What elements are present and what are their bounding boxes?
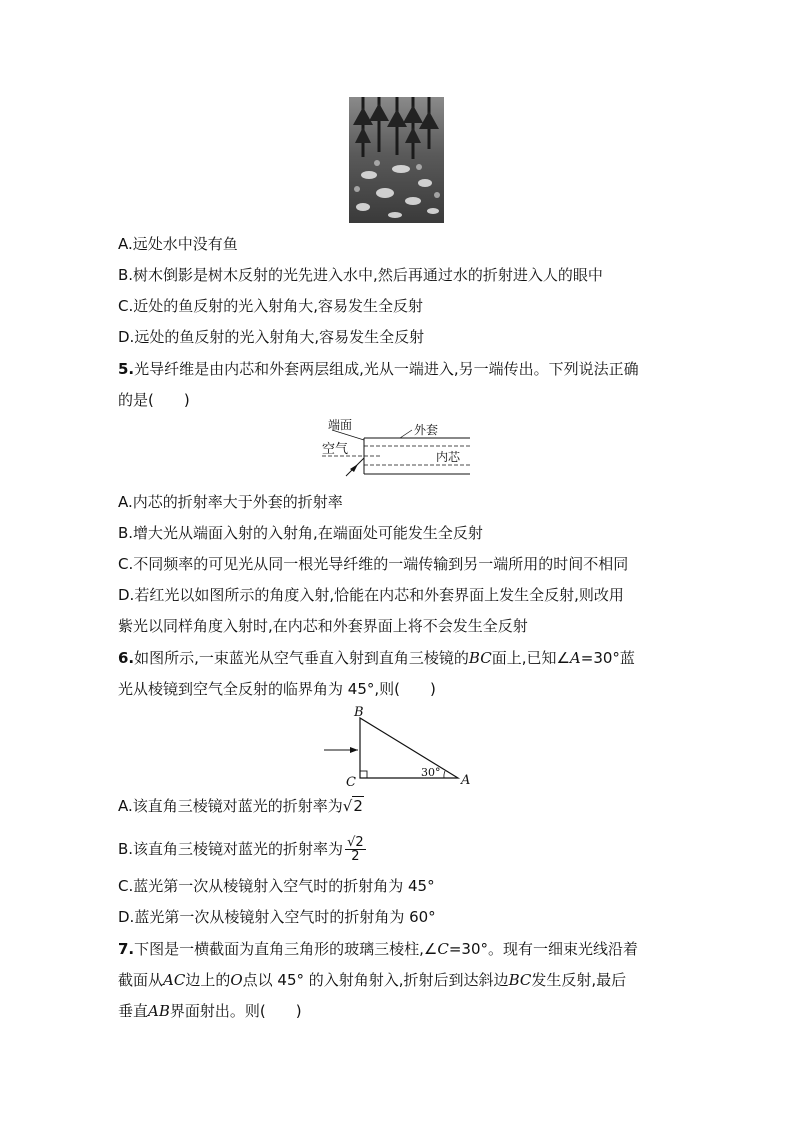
- q5-option-d-line1: D.若红光以如图所示的角度入射,恰能在内芯和外套界面上发生全反射,则改用: [118, 586, 624, 604]
- q5-option-c: C.不同频率的可见光从同一根光导纤维的一端传输到另一端所用的时间不相同: [118, 555, 629, 573]
- angle-30-label: 30°: [421, 766, 441, 779]
- q6-option-a: A.该直角三棱镜对蓝光的折射率为√2: [118, 797, 363, 815]
- q5-option-a: A.内芯的折射率大于外套的折射率: [118, 493, 343, 511]
- optical-fiber-diagram: [320, 416, 475, 484]
- q6-stem-line2: 光从棱镜到空气全反射的临界角为 45°,则( ): [118, 680, 436, 698]
- label-end-face: 端面: [328, 418, 353, 432]
- q4-option-a: A.远处水中没有鱼: [118, 235, 238, 253]
- q6-option-c: C.蓝光第一次从棱镜射入空气时的折射角为 45°: [118, 877, 435, 895]
- q7-stem-line2: 截面从AC边上的O点以 45° 的入射角射入,折射后到达斜边BC发生反射,最后: [118, 971, 627, 989]
- q5-option-b: B.增大光从端面入射的入射角,在端面处可能发生全反射: [118, 524, 483, 542]
- label-inner-core: 内芯: [436, 450, 461, 464]
- q6-stem-line1: 6.如图所示,一束蓝光从空气垂直入射到直角三棱镜的BC面上,已知∠A=30°蓝: [118, 649, 635, 667]
- q4-option-c: C.近处的鱼反射的光入射角大,容易发生全反射: [118, 297, 424, 315]
- right-triangle-prism-diagram: [318, 704, 478, 788]
- q4-option-b: B.树木倒影是树木反射的光先进入水中,然后再通过水的折射进入人的眼中: [118, 266, 603, 284]
- q7-stem-line1: 7.下图是一横截面为直角三角形的玻璃三棱柱,∠C=30°。现有一细束光线沿着: [118, 940, 639, 958]
- q6-number: 6.: [118, 649, 135, 667]
- q7-stem-line3: 垂直AB界面射出。则( ): [118, 1002, 302, 1020]
- label-outer-sleeve: 外套: [414, 423, 439, 437]
- vertex-c-label: C: [346, 775, 356, 788]
- q6-option-d: D.蓝光第一次从棱镜射入空气时的折射角为 60°: [118, 908, 436, 926]
- forest-reflection-photo: [349, 97, 444, 223]
- q5-stem-line2: 的是( ): [118, 391, 190, 409]
- q7-number: 7.: [118, 940, 135, 958]
- sqrt-expression: √2: [342, 797, 363, 815]
- q4-option-d: D.远处的鱼反射的光入射角大,容易发生全反射: [118, 328, 425, 346]
- q5-number: 5.: [118, 360, 135, 378]
- q5-stem-line1: 5.光导纤维是由内芯和外套两层组成,光从一端进入,另一端传出。下列说法正确: [118, 360, 639, 378]
- q5-option-d-line2: 紫光以同样角度入射时,在内芯和外套界面上将不会发生全反射: [118, 617, 528, 635]
- vertex-b-label: B: [354, 705, 364, 720]
- vertex-a-label: A: [461, 773, 471, 788]
- label-air: 空气: [322, 442, 349, 457]
- q6-option-b: B.该直角三棱镜对蓝光的折射率为 $\frac{√2}{2}$: [118, 835, 364, 864]
- fraction-root2-over-2: $\frac{√2}{2}$: [347, 835, 364, 864]
